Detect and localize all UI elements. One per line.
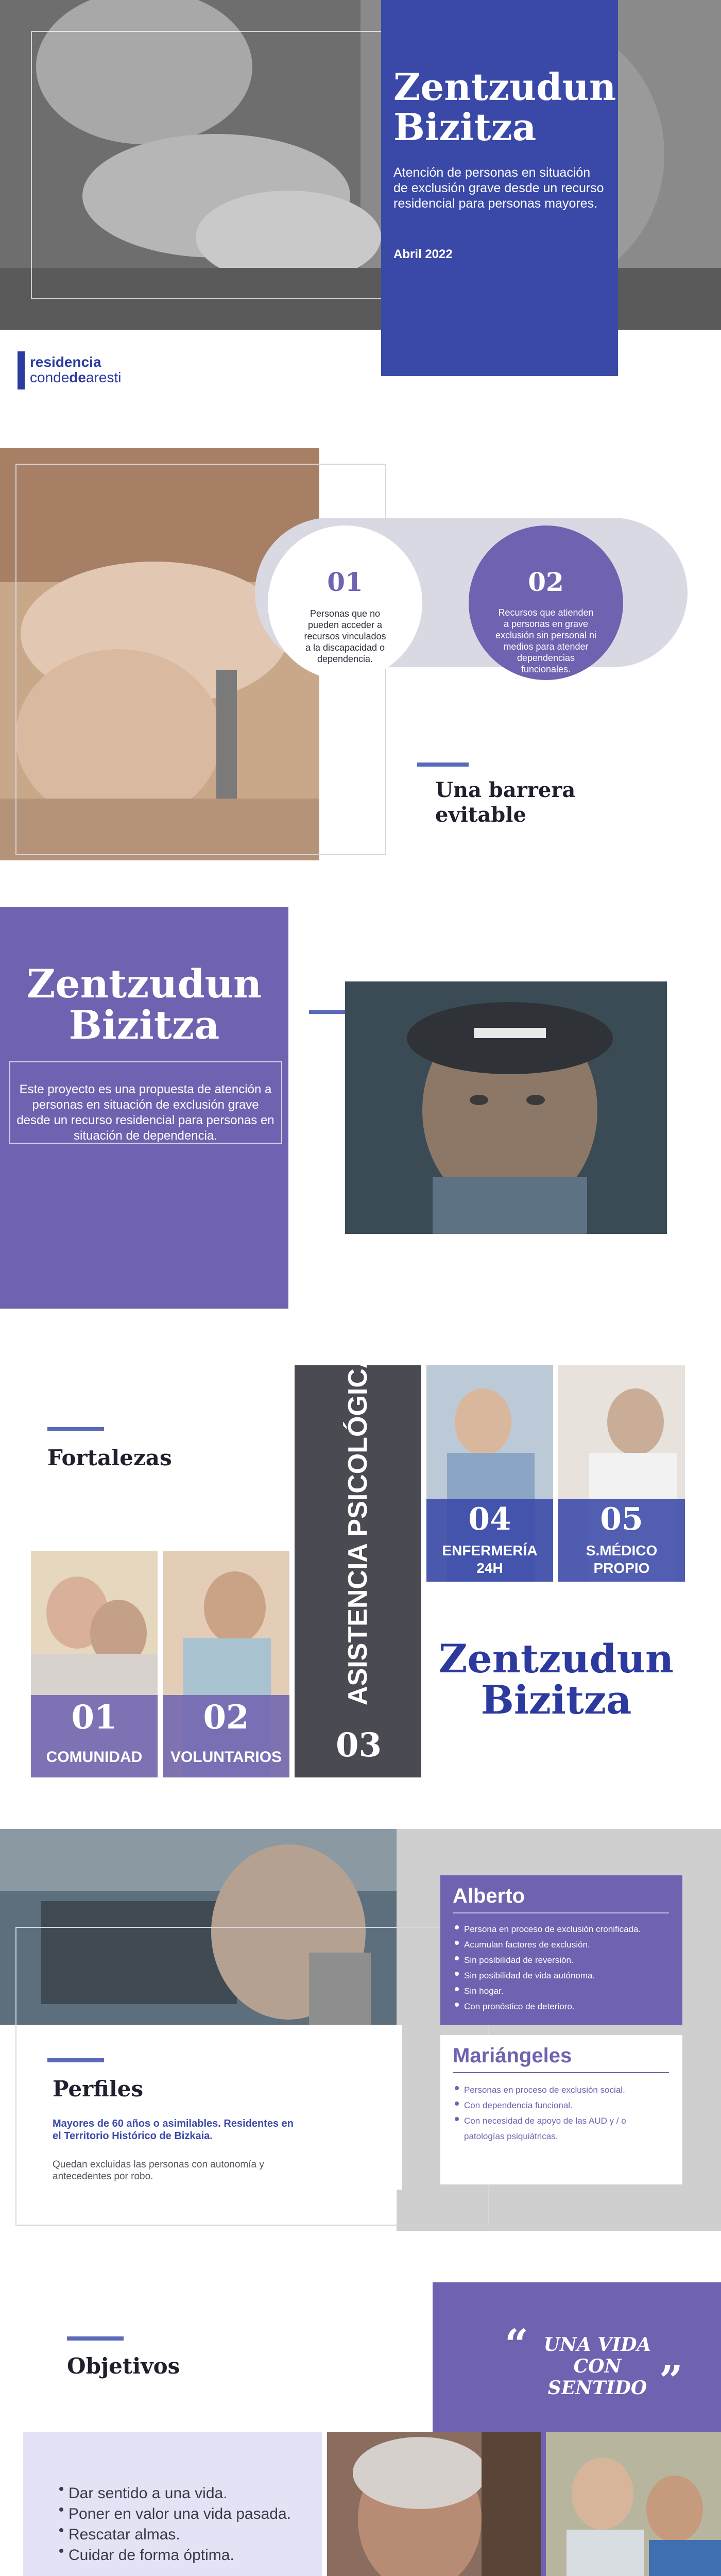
objectives-item: Dar sentido a una vida. (59, 2483, 291, 2504)
project-photo (345, 981, 667, 1234)
mariangeles-item: Personas en proceso de exclusión social. (455, 2082, 661, 2098)
hero-subtitle: Atención de personas en situación de exclusión grave desde un recurso residencial para personas mayores. (393, 165, 604, 211)
alberto-item: Acumulan factores de exclusión. (455, 1937, 671, 1953)
project-text: Este proyecto es una propuesta de atención a personas en situación de exclusión grave desde un recurso residencial para personas en situación de dependencia. (16, 1082, 274, 1143)
tile-enfermeria-label-2: 24H (476, 1560, 503, 1576)
logo-mark (18, 351, 25, 389)
objectives-item: Cuidar de forma óptima. (59, 2545, 291, 2566)
hero-date: Abril 2022 (393, 247, 453, 261)
circle-1-number: 01 (327, 567, 363, 597)
hero-title: Zentzudun Bizitza (393, 65, 616, 149)
alberto-list (455, 1922, 671, 2014)
circle-1-text: Personas que no pueden acceder a recursos vinculados a la discapacidad o dependencia. (304, 608, 386, 664)
alberto-item: Persona en proceso de exclusión cronificada. (455, 1922, 671, 1937)
project-title: Zentzudun Bizitza (26, 961, 262, 1048)
objectives-item: Poner en valor una vida pasada. (59, 2504, 291, 2524)
tile-enfermeria-overlay (426, 1499, 553, 1582)
objectives-quote-close: ” (659, 2356, 683, 2404)
alberto-name: Alberto (453, 1885, 525, 1907)
tile-voluntarios-label: VOLUNTARIOS (170, 1749, 282, 1766)
circle-1 (268, 526, 422, 680)
alberto-item: Con pronóstico de deterioro. (455, 1999, 671, 2014)
strengths-line (47, 1427, 104, 1431)
tile-medico-number: 05 (600, 1501, 643, 1537)
tile-voluntarios-number: 02 (203, 1698, 249, 1737)
strengths-brand: Zentzudun Bizitza (438, 1636, 674, 1723)
mariangeles-divider (453, 2072, 669, 2073)
objectives-item: Rescatar almas. (59, 2524, 291, 2545)
mariangeles-item: Con dependencia funcional. (455, 2098, 661, 2113)
tile-comunidad-overlay (31, 1695, 158, 1777)
objectives-title: Objetivos (67, 2353, 180, 2379)
alberto-item: Sin hogar. (455, 1984, 671, 1999)
alberto-divider (453, 1912, 669, 1913)
mariangeles-item: Con necesidad de apoyo de las AUD y / o patologías psiquiátricas. (455, 2113, 661, 2144)
mariangeles-card (440, 2035, 682, 2184)
tile-comunidad-number: 01 (71, 1698, 117, 1737)
tile-medico-label-1: S.MÉDICO (586, 1543, 658, 1558)
objectives-title-line (67, 2336, 124, 2341)
alberto-item: Sin posibilidad de reversión. (455, 1953, 671, 1968)
circle-2-text: Recursos que atienden a personas en grave exclusión sin personal ni medios para atender dependencias funcionales. (495, 607, 597, 674)
objectives-photo-1 (327, 2432, 541, 2576)
barrier-title: Una barrera evitable (435, 778, 576, 827)
objectives-quote: UNA VIDA CON SENTIDO (543, 2334, 651, 2399)
circle-2 (469, 526, 623, 680)
mariangeles-name: Mariángeles (453, 2044, 572, 2067)
profiles-title: Perfiles (53, 2076, 144, 2102)
objectives-list-box (23, 2432, 322, 2576)
hero-panel (381, 0, 618, 376)
tile-enfermeria-label-1: ENFERMERÍA (442, 1543, 538, 1558)
tile-psico-label: ASISTENCIA PSICOLÓGICA (343, 1349, 373, 1705)
mariangeles-list (455, 2082, 661, 2144)
tile-voluntarios-overlay (163, 1695, 289, 1777)
profiles-title-line (47, 2058, 104, 2062)
tile-psico (295, 1349, 421, 1777)
tile-medico-label-2: PROPIO (593, 1560, 650, 1576)
tile-medico-overlay (558, 1499, 685, 1582)
profiles-note: Quedan excluidas las personas con autonomía y antecedentes por robo. (53, 2159, 264, 2182)
circle-2-number: 02 (528, 567, 564, 597)
alberto-item: Sin posibilidad de vida autónoma. (455, 1968, 671, 1984)
tile-comunidad-label: COMUNIDAD (46, 1749, 143, 1766)
objectives-list (59, 2483, 291, 2566)
barrier-title-line (417, 762, 469, 767)
project-panel (0, 907, 288, 1309)
tile-psico-number: 03 (336, 1726, 382, 1765)
strengths-title: Fortalezas (47, 1445, 172, 1470)
alberto-card (440, 1875, 682, 2025)
objectives-photo-2 (546, 2432, 721, 2576)
tile-enfermeria-number: 04 (468, 1501, 511, 1537)
profiles-highlight: Mayores de 60 años o asimilables. Residentes en el Territorio Histórico de Bizkaia. (53, 2118, 294, 2142)
logo-text: residencia condedearesti (30, 354, 122, 385)
objectives-quote-open: “ (505, 2320, 529, 2368)
